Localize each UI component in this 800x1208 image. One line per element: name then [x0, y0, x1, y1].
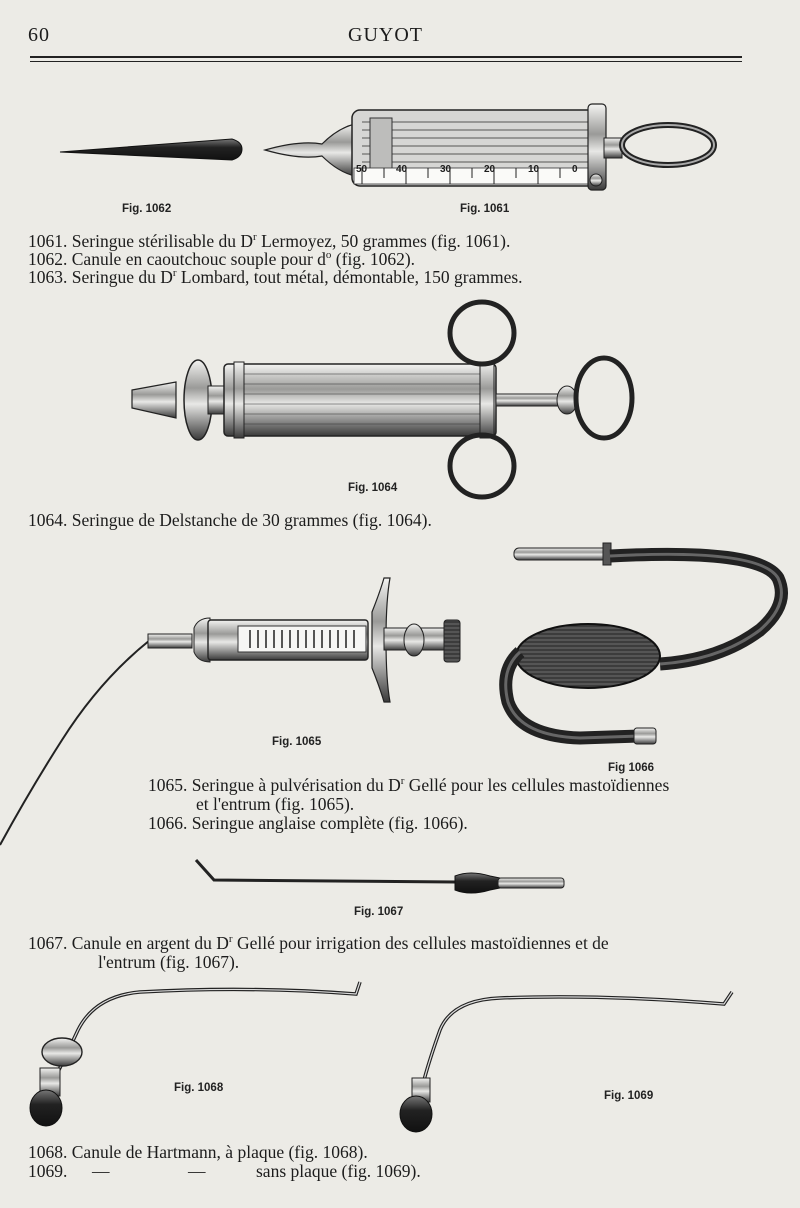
scale-label: 0 [572, 164, 578, 175]
entry-1065: 1065. Seringue à pulvérisation du $D^r$ Gellé pour les cellules mastoïdiennes [148, 775, 670, 795]
caption-fig-1069: Fig. 1069 [604, 1090, 654, 1102]
fig-1064-delstanche-syringe [132, 302, 632, 497]
caption-fig-1062: Fig. 1062 [122, 203, 172, 215]
entry-1067: 1067. Canule en argent du $D^r$ Gellé pour irrigation des cellules mastoïdiennes et de [28, 933, 609, 953]
scale-label: 40 [396, 164, 408, 175]
entry-1068: 1068. Canule de Hartmann, à plaque (fig. 1068). [28, 1142, 368, 1162]
scale-label: 50 [356, 164, 368, 175]
entry-1061: 1061. Seringue stérilisable du $D^r$ Lermoyez, 50 grammes (fig. 1061). [28, 231, 511, 251]
caption-fig-1061: Fig. 1061 [460, 203, 510, 215]
caption-fig-1066: Fig 1066 [608, 762, 655, 774]
fig-1067-silver-cannula [196, 860, 564, 893]
entry-1062: 1062. Canule en caoutchouc souple pour $d^o$ (fig. 1062). [28, 249, 416, 269]
fig-1066-english-syringe [506, 543, 782, 744]
scale-label: 20 [484, 164, 496, 175]
page-title: GUYOT [348, 24, 423, 46]
entry-1067-continued: l'entrum (fig. 1067). [98, 952, 240, 972]
entry-1069: 1069. — — sans plaque (fig. 1069). [28, 1161, 421, 1181]
page-number: 60 [28, 24, 50, 46]
caption-fig-1067: Fig. 1067 [354, 906, 404, 918]
entry-1063: 1063. Seringue du $D^r$ Lombard, tout métal, démontable, 150 grammes. [28, 267, 523, 287]
scale-label: 30 [440, 164, 452, 175]
caption-fig-1068: Fig. 1068 [174, 1082, 224, 1094]
caption-fig-1064: Fig. 1064 [348, 482, 398, 494]
fig-1068-hartmann-cannula [30, 982, 360, 1126]
entry-1065-continued: et l'entrum (fig. 1065). [196, 794, 355, 814]
entry-1064: 1064. Seringue de Delstanche de 30 grammes (fig. 1064). [28, 510, 432, 530]
fig-1062-rubber-cannula [60, 139, 242, 160]
syringe-scale [356, 164, 596, 178]
caption-fig-1065: Fig. 1065 [272, 736, 322, 748]
fig-1069-cannula-no-plate [400, 992, 732, 1132]
scale-label: 10 [528, 164, 540, 175]
entry-1066: 1066. Seringue anglaise complète (fig. 1066). [148, 813, 468, 833]
